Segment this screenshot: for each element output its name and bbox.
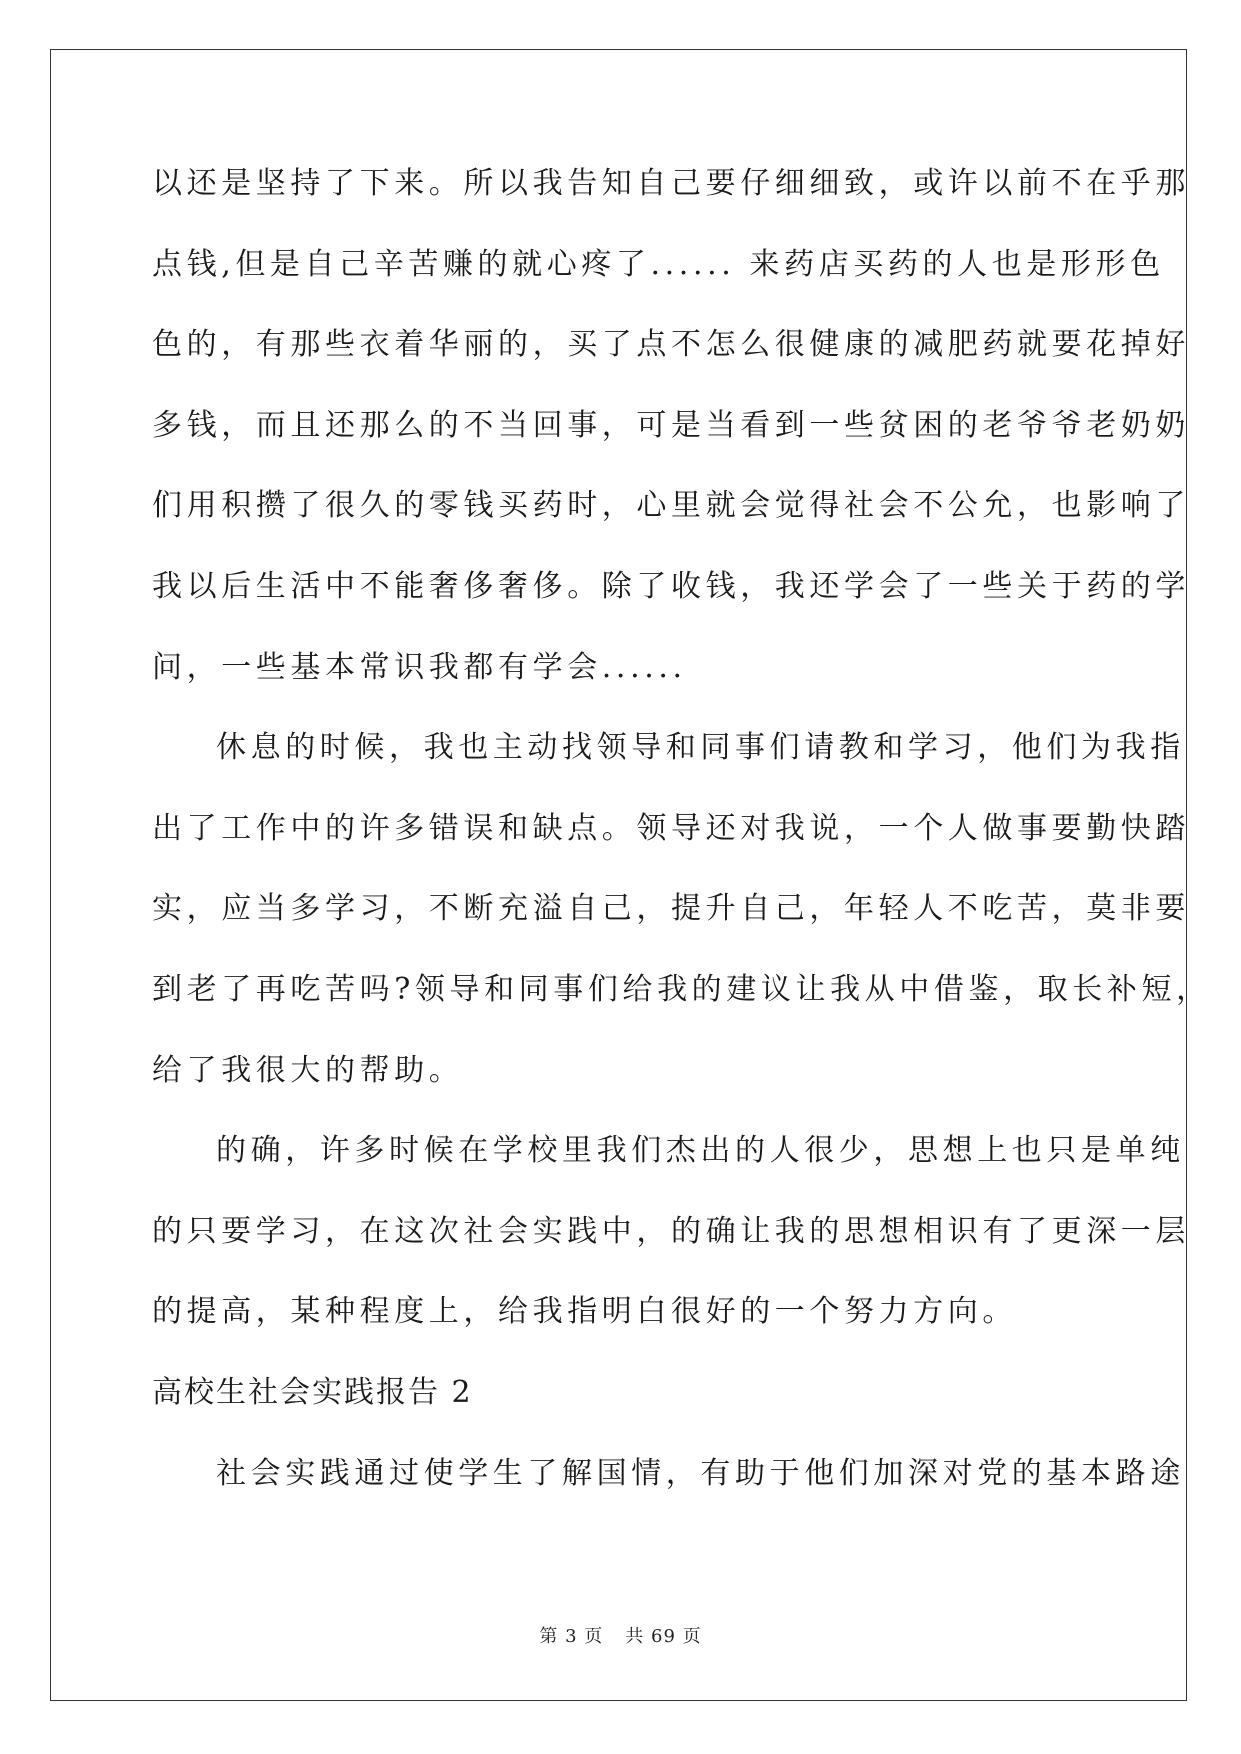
text-line: 们用积攒了很久的零钱买药时，心里就会觉得社会不公允，也影响了 (152, 488, 1190, 524)
text-line: 我以后生活中不能奢侈奢侈。除了收钱，我还学会了一些关于药的学 (152, 568, 1190, 604)
text-line: 色的，有那些衣着华丽的，买了点不怎么很健康的减肥药就要花掉好 (152, 327, 1190, 363)
text-line: 点钱,但是自己辛苦赚的就心疼了...... 来药店买药的人也是形形色 (152, 246, 1165, 282)
text-line: 的只要学习，在这次社会实践中，的确让我的思想相识有了更深一层 (152, 1213, 1190, 1249)
text-line: 社会实践通过使学生了解国情，有助于他们加深对党的基本路途 (216, 1455, 1185, 1491)
text-line: 多钱，而且还那么的不当回事，可是当看到一些贫困的老爷爷老奶奶 (152, 407, 1190, 443)
text-line: 休息的时候，我也主动找领导和同事们请教和学习，他们为我指 (216, 730, 1185, 766)
text-line: 的提高，某种程度上，给我指明白很好的一个努力方向。 (152, 1294, 1017, 1330)
text-line: 给了我很大的帮助。 (152, 1052, 464, 1088)
document-body (152, 152, 1211, 1522)
text-line: 以还是坚持了下来。所以我告知自己要仔细细致，或许以前不在乎那 (152, 166, 1190, 201)
page-number: 第 3 页 (539, 1626, 604, 1647)
text-line: 到老了再吃苦吗?领导和同事们给我的建议让我从中借鉴，取长补短， (152, 971, 1211, 1007)
page-footer (0, 1622, 1241, 1648)
text-line: 实，应当多学习，不断充溢自己，提升自己，年轻人不吃苦，莫非要 (152, 891, 1190, 927)
total-pages: 共 69 页 (625, 1626, 702, 1647)
text-line: 出了工作中的许多错误和缺点。领导还对我说，一个人做事要勤快踏 (152, 810, 1190, 846)
section-heading: 高校生社会实践报告 2 (152, 1374, 473, 1410)
text-line: 问，一些基本常识我都有学会...... (152, 649, 687, 685)
text-line: 的确，许多时候在学校里我们杰出的人很少，思想上也只是单纯 (216, 1133, 1185, 1169)
